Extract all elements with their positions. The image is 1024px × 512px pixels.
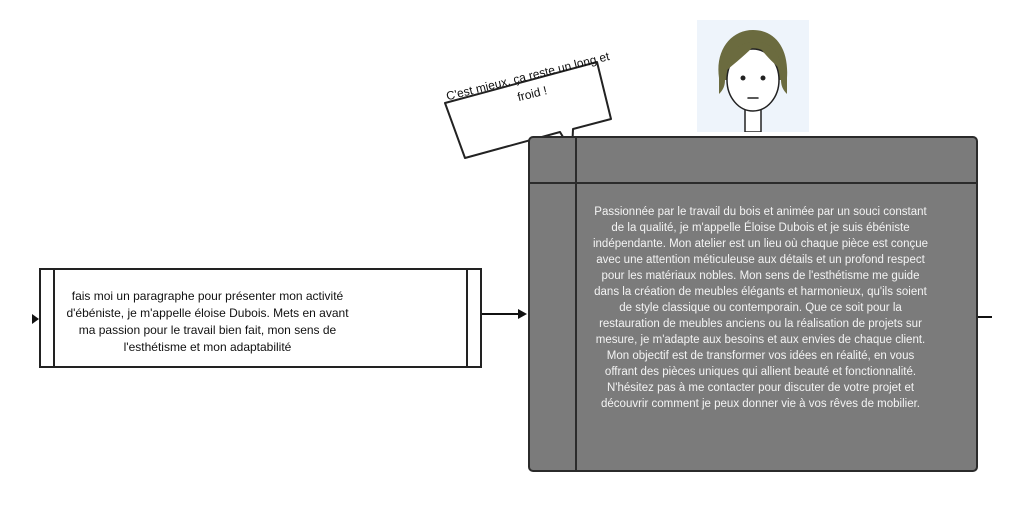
response-card-side-line xyxy=(575,138,577,470)
connector-arrowhead xyxy=(518,309,527,319)
entry-arrowhead xyxy=(32,314,39,324)
prompt-card xyxy=(39,268,482,368)
response-card-header-line xyxy=(530,182,976,184)
response-text: Passionnée par le travail du bois et animée par un souci constant de la qualité, je m'appelle Éloise Dubois et je suis ébéniste indépendante. Mon atelier est un lieu où chaque pièce est conçue avec une attention méticuleuse aux détails et un profond respect pour les matériaux nobles. Mon sens de l'esthétisme me guide dans la création de meubles élégants et harmonieux, qu'ils soient de style classique ou contemporain. Que ce soit pour la restauration de meubles anciens ou la réalisation de projets sur mesure, je m'adapte aux besoins et aux envies de chaque client. Mon objectif est de transformer vos idées en réalité, en vous offrant des pièces uniques qui allient beauté et fonctionnalité. N'hésitez pas à me contacter pour discuter de votre projet et découvrir comment je peux donner vie à vos rêves de mobilier. xyxy=(592,206,929,410)
prompt-card-right-bar xyxy=(466,270,468,366)
prompt-card-left-bar xyxy=(53,270,55,366)
speech-bubble-text: C'est mieux, ça reste un long et froid ! xyxy=(444,49,611,105)
woman-avatar-icon xyxy=(697,20,809,132)
prompt-text: fais moi un paragraphe pour présenter mon activité d'ébéniste, je m'appelle éloise Dubois. Mets en avant ma passion pour le travail bien fait, mon sens de l'esthétisme et mon adaptabilité xyxy=(66,289,349,354)
response-card xyxy=(528,136,978,472)
